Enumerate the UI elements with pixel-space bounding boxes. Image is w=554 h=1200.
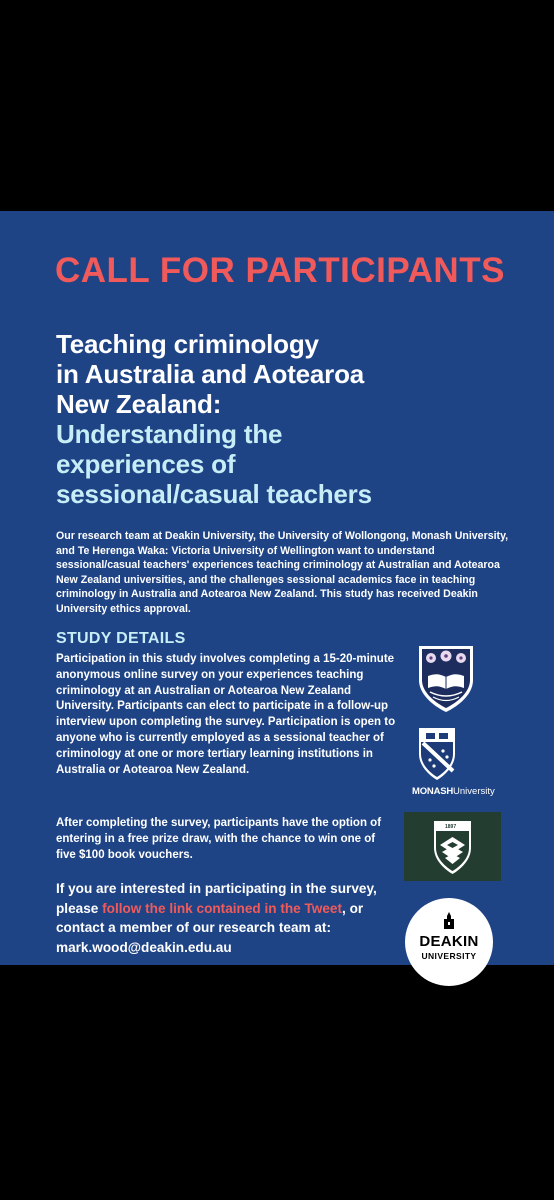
contact-text: , or contact a member of our research team at: mark.wood@deakin.edu.au [56,900,364,955]
call-for-participants-heading: CALL FOR PARTICIPANTS [55,251,505,290]
title-line: Teaching criminology [56,329,319,359]
intro-paragraph: Our research team at Deakin University, the University of Wollongong, Monash University, and Te Herenga Waka: Victoria University of Wellington want to understand sessional/casual teachers' experiences teaching criminology at Australian and Aotearoa New Zealand universities, and the challenges sessional academics face in teaching criminology in Australia and Aotearoa New Zealand. This study has received Deakin University ethics approval. [56,530,509,615]
subtitle-line: sessional/casual teachers [56,479,372,509]
monash-university-logo [412,726,514,798]
prize-draw-paragraph: After completing the survey, participants have the option of entering in a free prize draw, with the chance to win one of five $100 book vouchers. [56,817,382,861]
study-details-heading: STUDY DETAILS [56,630,186,647]
subtitle-line: Understanding the [56,419,283,449]
crest-icon [417,644,475,714]
contact-text: If you are interested in participating in the survey, please [56,881,377,916]
deakin-subwordmark: UNIVERSITY [421,951,477,961]
deakin-university-logo [405,898,493,986]
title-line: in Australia and Aotearoa [56,359,365,389]
wollongong-crest-logo [417,644,475,714]
tweet-link[interactable]: follow the link contained in the Tweet [102,900,343,916]
monash-wordmark: MONASHUniversity [412,786,495,797]
vuw-year: 1897 [445,824,457,830]
study-details-paragraph: Participation in this study involves completing a 15-20-minute anonymous online survey on your experiences teaching criminology at an Australian or Aotearoa New Zealand University. Participants can elect to participate in a follow-up interview upon completing the survey. Participation is open to anyone who is currently employed as a sessional teacher of criminology at one or more tertiary learning institutions in Australia or Aotearoa New Zealand. [56,653,396,776]
poster-title [56,329,526,509]
poster [0,211,554,965]
vuw-shield-icon [404,812,501,881]
subtitle-line: experiences of [56,449,236,479]
title-line: New Zealand: [56,389,222,419]
victoria-university-wellington-logo [404,812,501,881]
monash-shield-icon [417,726,457,782]
deakin-wordmark: DEAKIN [419,933,479,950]
contact-paragraph [56,879,406,957]
deakin-tower-icon [441,912,457,930]
